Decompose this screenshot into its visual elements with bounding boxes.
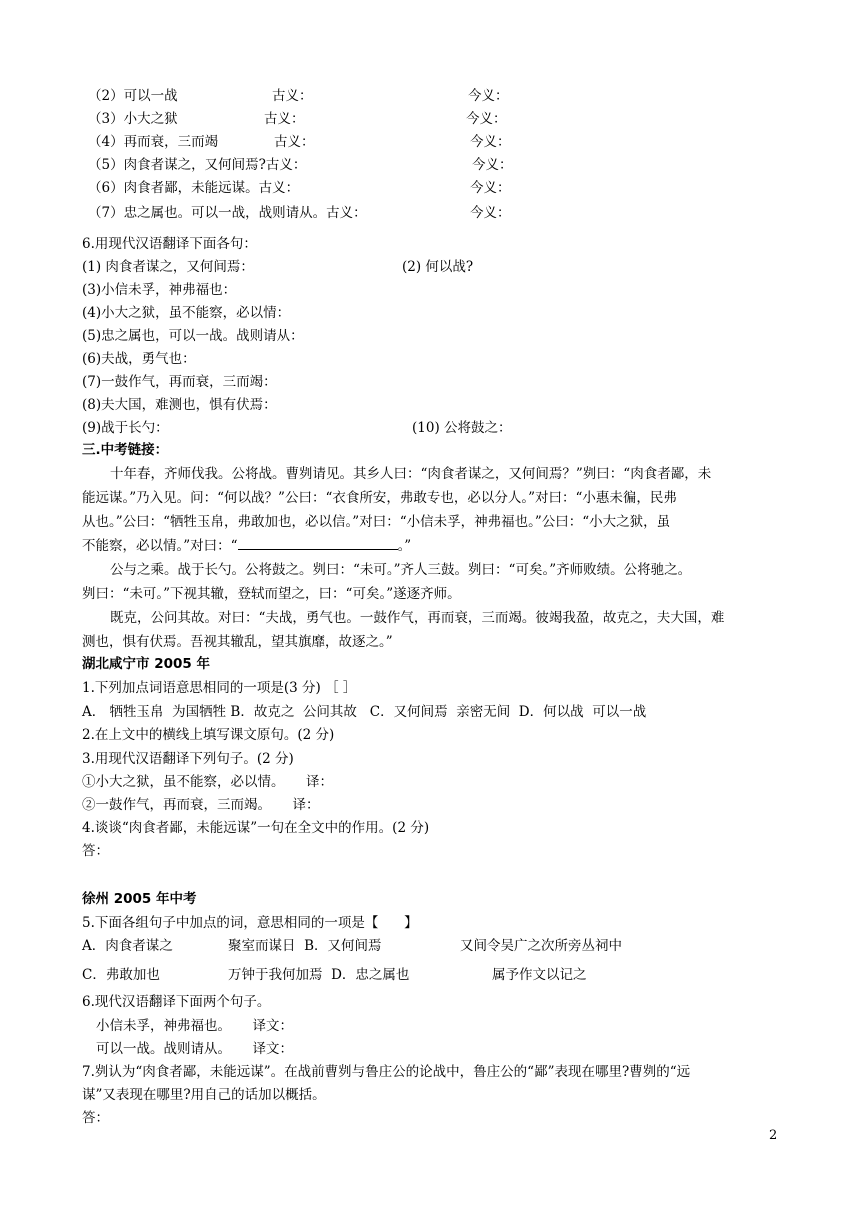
passage-line: 公与之乘。战于长勺。公将鼓之。刿曰：“未可。”齐人三鼓。刿曰：“可矣。”齐师败绩。公将驰之。 xyxy=(110,562,692,578)
translate-item: (8)夫大国，难测也，惧有伏焉： xyxy=(82,397,277,413)
option-b: 聚室而谋日 B．又何间焉 xyxy=(228,938,382,954)
translate-item: (1) 肉食者谋之，又何间焉： xyxy=(82,259,254,275)
translate-item: (10) 公将鼓之： xyxy=(412,420,512,436)
question-line: 谋”又表现在哪里?用自己的话加以概括。 xyxy=(82,1087,326,1103)
passage-line: 既克，公问其故。对曰：“夫战，勇气也。一鼓作气，再而衰，三而竭。彼竭我盈，故克之，夫大国，难 xyxy=(110,610,725,626)
gujin-q: （5）肉食者谋之，又何间焉?古义： xyxy=(88,157,307,173)
gujin-gu: 古义： xyxy=(264,111,305,127)
section-heading: 徐州 2005 年中考 xyxy=(82,891,197,907)
translate-item: (6)夫战，勇气也： xyxy=(82,351,196,367)
passage-line: 十年春，齐师伐我。公将战。曹刿请见。其乡人曰：“肉食者谋之，又何间焉？”刿曰：“肉食者鄙，未 xyxy=(110,466,712,482)
question-line: ②一鼓作气，再而衰，三而竭。 译： xyxy=(82,797,320,813)
section-heading: 三.中考链接： xyxy=(82,442,169,458)
passage-line xyxy=(82,537,411,555)
question-line: 7.刿认为“肉食者鄙，未能远谋”。在战前曹刿与鲁庄公的论战中，鲁庄公的“鄙”表现在哪里?曹刿的“远 xyxy=(82,1064,691,1080)
option-d-right: 属予作文以记之 xyxy=(492,967,587,983)
question-line: 4.谈谈“肉食者鄙，未能远谋”一句在全文中的作用。(2 分) xyxy=(82,820,430,836)
answer-line: 答： xyxy=(82,843,109,859)
passage-line: 刿曰：“未可。”下视其辙，登轼而望之，曰：“可矣。”遂逐齐师。 xyxy=(82,586,461,602)
gujin-q: （4）再而衰，三而竭 xyxy=(88,134,219,150)
question-line: 1.下列加点词语意思相同的一项是(3 分) ［ ］ xyxy=(82,680,357,696)
question-line: 2.在上文中的横线上填写课文原句。(2 分) xyxy=(82,727,335,743)
gujin-jin: 今义： xyxy=(468,88,509,104)
passage-line: 能远谋。”乃入见。问：“何以战？”公曰：“衣食所安，弗敢专也，必以分人。”对曰：“小惠未徧，民弗 xyxy=(82,490,677,506)
passage-text: 。” xyxy=(397,538,412,554)
question-title: 6.用现代汉语翻译下面各句： xyxy=(82,236,257,252)
gujin-q: （7）忠之属也。可以一战，战则请从。古义： xyxy=(88,205,367,221)
gujin-jin: 今义： xyxy=(470,205,511,221)
option-b-right: 又间令吴广之次所旁丛祠中 xyxy=(460,938,622,954)
option-d: 万钟于我何加焉 D．忠之属也 xyxy=(228,967,410,983)
gujin-q: （3）小大之狱 xyxy=(88,111,178,127)
translate-item: (5)忠之属也，可以一战。战则请从： xyxy=(82,328,304,344)
gujin-jin: 今义： xyxy=(466,111,507,127)
gujin-jin: 今义： xyxy=(470,180,511,196)
page-number: 2 xyxy=(769,1128,778,1143)
question-line: 5.下面各组句子中加点的词，意思相同的一项是【 】 xyxy=(82,915,418,931)
question-line: 小信未孚，神弗福也。 译文： xyxy=(96,1018,293,1034)
fill-blank[interactable] xyxy=(238,537,398,550)
question-line: A． 牺牲玉帛 为国牺牲 B．故克之 公问其故 C．又何间焉 亲密无间 D．何以战 可以一战 xyxy=(82,704,647,720)
gujin-q: （6）肉食者鄙，未能远谋。古义： xyxy=(88,180,300,196)
gujin-jin: 今义： xyxy=(470,134,511,150)
section-heading: 湖北咸宁市 2005 年 xyxy=(82,656,210,672)
question-line: 3.用现代汉语翻译下列句子。(2 分) xyxy=(82,751,294,767)
passage-text: 不能察，必以情。”对曰：“ xyxy=(82,538,238,554)
option-c: C．弗敢加也 xyxy=(82,967,160,983)
question-line: 可以一战。战则请从。 译文： xyxy=(96,1041,293,1057)
translate-item: (7)一鼓作气，再而衰，三而竭： xyxy=(82,374,277,390)
question-line: 6.现代汉语翻译下面两个句子。 xyxy=(82,994,271,1010)
translate-item: (3)小信未孚，神弗福也： xyxy=(82,282,237,298)
passage-line: 从也。”公曰：“牺牲玉帛，弗敢加也，必以信。”对曰：“小信未孚，神弗福也。”公曰：“小大之狱，虽 xyxy=(82,514,671,530)
gujin-gu: 古义： xyxy=(272,88,313,104)
translate-item: (4)小大之狱，虽不能察，必以情： xyxy=(82,305,291,321)
gujin-gu: 古义： xyxy=(274,134,315,150)
translate-item: (2) 何以战? xyxy=(402,259,474,275)
question-line: ①小大之狱，虽不能察，必以情。 译： xyxy=(82,774,333,790)
option-a: A．肉食者谋之 xyxy=(82,938,173,954)
gujin-q: （2）可以一战 xyxy=(88,88,178,104)
gujin-jin: 今义： xyxy=(472,157,513,173)
translate-item: (9)战于长勺： xyxy=(82,420,169,436)
passage-line: 测也，惧有伏焉。吾视其辙乱，望其旗靡，故逐之。” xyxy=(82,634,393,650)
answer-line: 答： xyxy=(82,1110,109,1126)
